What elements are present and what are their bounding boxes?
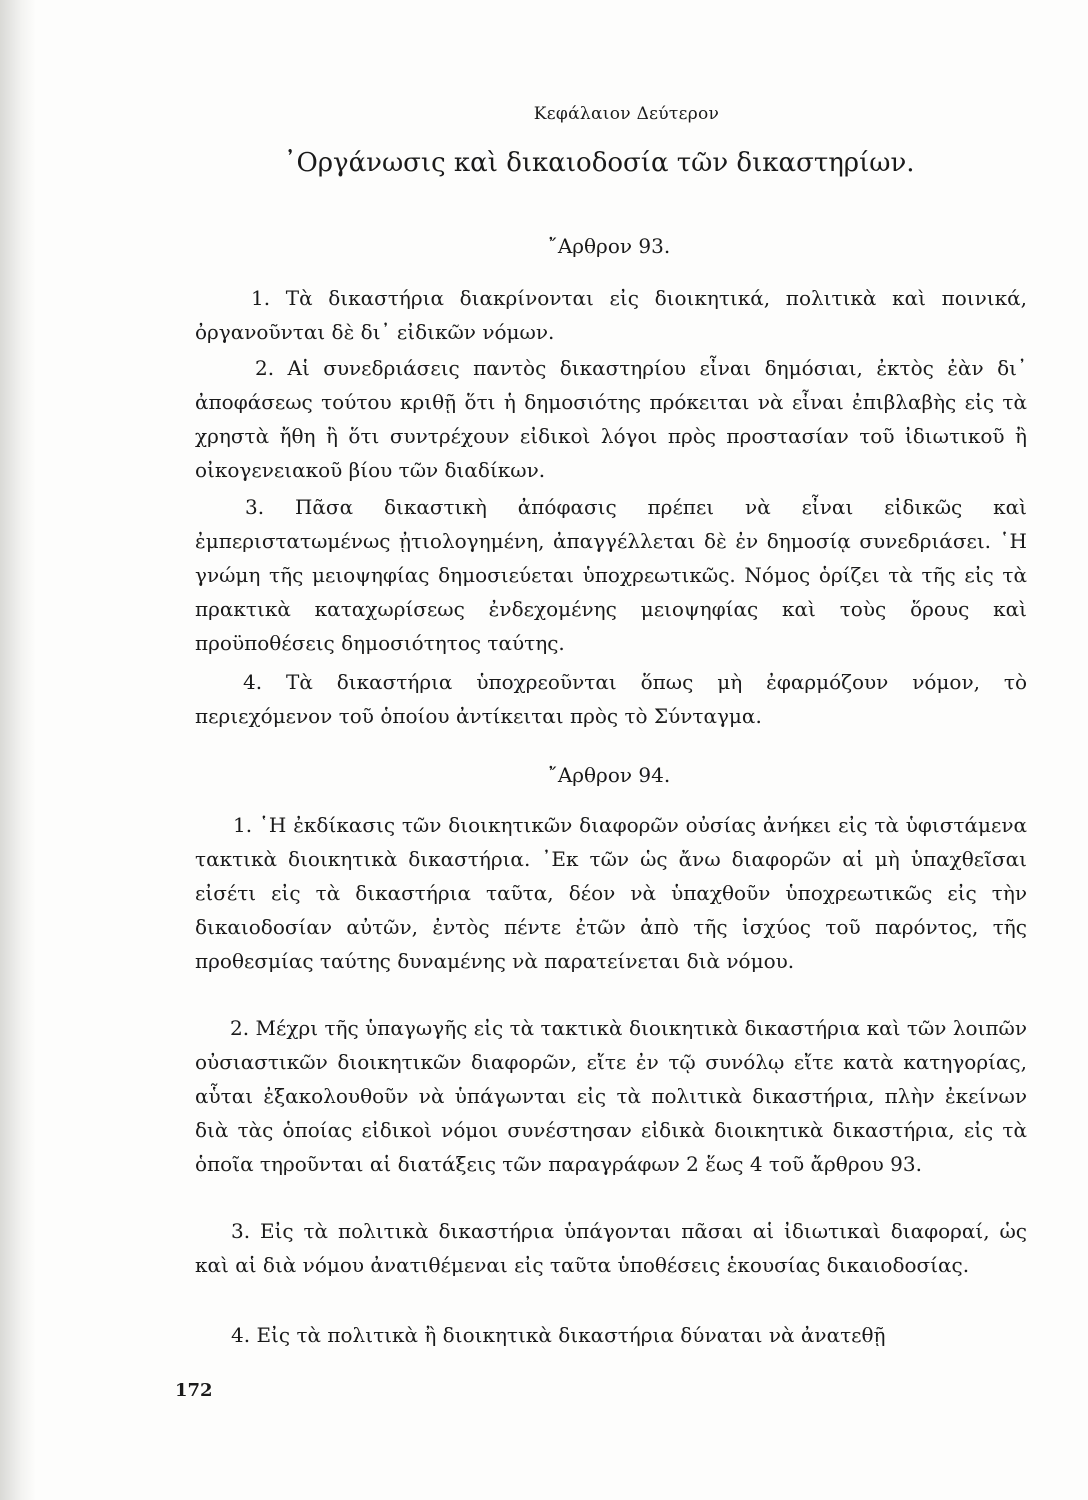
article-93-paragraph-2: 2. Αἱ συνεδριάσεις παντὸς δικαστηρίου εἶναι δημόσιαι, ἐκτὸς ἐὰν δι᾿ ἀποφάσεως τούτου κριθῇ ὅτι ἡ δημοσιότης πρόκειται νὰ εἶναι ἐπιβλαβὴς εἰς τὰ χρηστὰ ἤθη ἢ ὅτι συντρέχουν εἰδικοὶ λόγοι πρὸς προστασίαν τοῦ ἰδιωτικοῦ ἢ οἰκογενειακοῦ βίου τῶν διαδίκων. <box>195 356 1027 482</box>
page-number: 172 <box>175 1380 213 1401</box>
article-93-paragraph-3: 3. Πᾶσα δικαστικὴ ἀπόφασις πρέπει νὰ εἶναι εἰδικῶς καὶ ἐμπεριστατωμένως ᾐτιολογημένη, ἀπαγγέλλεται δὲ ἐν δημοσίᾳ συνεδριάσει. ῾Η γνώμη τῆς μειοψηφίας δημοσιεύεται ὑποχρεωτικῶς. Νόμος ὁρίζει τὰ τῆς εἰς τὰ πρακτικὰ καταχωρίσεως ἐνδεχομένης μειοψηφίας καὶ τοὺς ὅρους καὶ προϋποθέσεις δημοσιότητος ταύτης. <box>195 495 1027 655</box>
chapter-title: ᾿Οργάνωσις καὶ δικαιοδοσία τῶν δικαστηρίων. <box>283 148 915 178</box>
article-94-paragraph-4: 4. Εἰς τὰ πολιτικὰ ἢ διοικητικὰ δικαστήρια δύναται νὰ ἀνατεθῇ <box>231 1323 886 1347</box>
article-93-paragraph-4: 4. Τὰ δικαστήρια ὑποχρεοῦνται ὅπως μὴ ἐφαρμόζουν νόμον, τὸ περιεχόμενον τοῦ ὁποίου ἀντίκειται πρὸς τὸ Σύνταγμα. <box>195 670 1027 728</box>
article-93-heading: ῎Αρθρον 93. <box>547 234 671 258</box>
article-94-paragraph-1: 1. ῾Η ἐκδίκασις τῶν διοικητικῶν διαφορῶν οὐσίας ἀνήκει εἰς τὰ ὑφιστάμενα τακτικὰ διοικητικὰ δικαστήρια. ᾿Εκ τῶν ὡς ἄνω διαφορῶν αἱ μὴ ὑπαχθεῖσαι εἰσέτι εἰς τὰ δικαστήρια ταῦτα, δέον νὰ ὑπαχθοῦν ὑποχρεωτικῶς εἰς τὴν δικαιοδοσίαν αὐτῶν, ἐντὸς πέντε ἐτῶν ἀπὸ τῆς ἰσχύος τοῦ παρόντος, τῆς προθεσμίας ταύτης δυναμένης νὰ παρατείνεται διὰ νόμου. <box>195 813 1027 973</box>
article-94-paragraph-2: 2. Μέχρι τῆς ὑπαγωγῆς εἰς τὰ τακτικὰ διοικητικὰ δικαστήρια καὶ τῶν λοιπῶν οὐσιαστικῶν διοικητικῶν διαφορῶν, εἴτε ἐν τῷ συνόλῳ εἴτε κατὰ κατηγορίας, αὗται ἐξακολουθοῦν νὰ ὑπάγωνται εἰς τὰ πολιτικὰ δικαστήρια, πλὴν ἐκείνων διὰ τὰς ὁποίας εἰδικοὶ νόμοι συνέστησαν εἰδικὰ διοικητικὰ δικαστήρια, εἰς τὰ ὁποῖα τηροῦνται αἱ διατάξεις τῶν παραγράφων 2 ἕως 4 τοῦ ἄρθρου 93. <box>195 1016 1027 1176</box>
article-94-heading: ῎Αρθρον 94. <box>547 763 671 787</box>
page-gutter-shadow <box>0 0 36 1500</box>
article-94-paragraph-3: 3. Εἰς τὰ πολιτικὰ δικαστήρια ὑπάγονται πᾶσαι αἱ ἰδιωτικαὶ διαφοραί, ὡς καὶ αἱ διὰ νόμου ἀνατιθέμεναι εἰς ταῦτα ὑποθέσεις ἑκουσίας δικαιοδοσίας. <box>195 1219 1027 1277</box>
chapter-label: Κεφάλαιον Δεύτερον <box>533 104 720 124</box>
article-93-paragraph-1: 1. Τὰ δικαστήρια διακρίνονται εἰς διοικητικά, πολιτικὰ καὶ ποινικά, ὀργανοῦνται δὲ δι᾿ εἰδικῶν νόμων. <box>195 286 1027 344</box>
